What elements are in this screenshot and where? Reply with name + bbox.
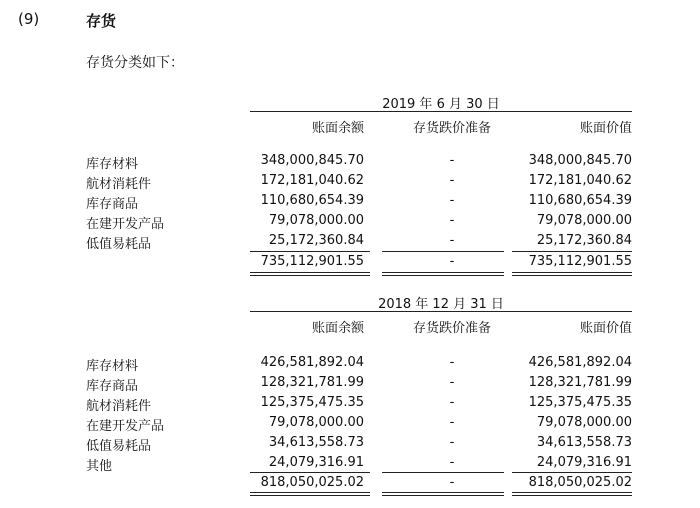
row-balance: 172,181,040.62 bbox=[260, 173, 364, 188]
row-balance: 348,000,845.70 bbox=[260, 153, 364, 168]
row-provision: - bbox=[449, 153, 455, 168]
row-label: 库存商品 bbox=[86, 197, 139, 212]
subtotal-rule bbox=[382, 472, 504, 473]
row-net: 348,000,845.70 bbox=[528, 153, 632, 168]
subtotal-rule bbox=[250, 251, 370, 252]
column-header-balance: 账面余额 bbox=[311, 121, 364, 136]
row-label: 库存商品 bbox=[86, 379, 139, 394]
row-provision: - bbox=[449, 355, 455, 370]
row-net: 79,078,000.00 bbox=[536, 213, 632, 228]
header-rule bbox=[250, 311, 632, 312]
row-balance: 79,078,000.00 bbox=[268, 415, 364, 430]
row-balance: 128,321,781.99 bbox=[260, 375, 364, 390]
period-title: 2019 年 6 月 30 日 bbox=[382, 97, 500, 112]
total-double-rule bbox=[512, 272, 632, 273]
row-label: 航材消耗件 bbox=[86, 177, 152, 192]
row-balance: 426,581,892.04 bbox=[260, 355, 364, 370]
row-balance: 24,079,316.91 bbox=[268, 455, 364, 470]
row-label: 其他 bbox=[86, 459, 113, 474]
row-balance: 79,078,000.00 bbox=[268, 213, 364, 228]
total-double-rule bbox=[382, 495, 504, 496]
row-label: 库存材料 bbox=[86, 157, 139, 172]
period-title: 2018 年 12 月 31 日 bbox=[378, 297, 504, 312]
row-provision: - bbox=[449, 435, 455, 450]
total-provision: - bbox=[449, 254, 455, 269]
row-net: 128,321,781.99 bbox=[528, 375, 632, 390]
row-label: 在建开发产品 bbox=[86, 419, 165, 434]
section-title: 存货 bbox=[86, 12, 117, 30]
row-net: 110,680,654.39 bbox=[528, 193, 632, 208]
section-number: (9) bbox=[18, 10, 40, 28]
row-balance: 25,172,360.84 bbox=[268, 233, 364, 248]
total-double-rule bbox=[512, 495, 632, 496]
subtotal-rule bbox=[250, 472, 370, 473]
header-rule bbox=[250, 111, 632, 112]
row-net: 172,181,040.62 bbox=[528, 173, 632, 188]
total-double-rule bbox=[250, 492, 370, 493]
row-balance: 110,680,654.39 bbox=[260, 193, 364, 208]
total-balance: 818,050,025.02 bbox=[260, 475, 364, 490]
row-provision: - bbox=[449, 213, 455, 228]
row-label: 低值易耗品 bbox=[86, 439, 152, 454]
row-provision: - bbox=[449, 455, 455, 470]
total-balance: 735,112,901.55 bbox=[260, 254, 364, 269]
row-label: 在建开发产品 bbox=[86, 217, 165, 232]
column-header-provision: 存货跌价准备 bbox=[412, 321, 491, 336]
row-label: 低值易耗品 bbox=[86, 237, 152, 252]
total-double-rule bbox=[382, 272, 504, 273]
row-net: 24,079,316.91 bbox=[536, 455, 632, 470]
subtotal-rule bbox=[512, 472, 632, 473]
row-net: 34,613,558.73 bbox=[536, 435, 632, 450]
subtotal-rule bbox=[382, 251, 504, 252]
total-net: 735,112,901.55 bbox=[528, 254, 632, 269]
column-header-balance: 账面余额 bbox=[311, 321, 364, 336]
row-balance: 34,613,558.73 bbox=[268, 435, 364, 450]
total-double-rule bbox=[382, 492, 504, 493]
total-double-rule bbox=[382, 275, 504, 276]
total-double-rule bbox=[512, 492, 632, 493]
column-header-provision: 存货跌价准备 bbox=[412, 121, 491, 136]
row-provision: - bbox=[449, 193, 455, 208]
total-double-rule bbox=[250, 275, 370, 276]
total-double-rule bbox=[250, 495, 370, 496]
row-provision: - bbox=[449, 395, 455, 410]
total-double-rule bbox=[250, 272, 370, 273]
row-net: 25,172,360.84 bbox=[536, 233, 632, 248]
total-provision: - bbox=[449, 475, 455, 490]
row-provision: - bbox=[449, 415, 455, 430]
column-header-net: 账面价值 bbox=[579, 321, 632, 336]
row-provision: - bbox=[449, 233, 455, 248]
row-provision: - bbox=[449, 173, 455, 188]
row-provision: - bbox=[449, 375, 455, 390]
row-net: 79,078,000.00 bbox=[536, 415, 632, 430]
row-label: 库存材料 bbox=[86, 359, 139, 374]
column-header-net: 账面价值 bbox=[579, 121, 632, 136]
total-double-rule bbox=[512, 275, 632, 276]
row-net: 125,375,475.35 bbox=[528, 395, 632, 410]
row-balance: 125,375,475.35 bbox=[260, 395, 364, 410]
row-net: 426,581,892.04 bbox=[528, 355, 632, 370]
row-label: 航材消耗件 bbox=[86, 399, 152, 414]
intro-text: 存货分类如下： bbox=[86, 55, 184, 71]
subtotal-rule bbox=[512, 251, 632, 252]
total-net: 818,050,025.02 bbox=[528, 475, 632, 490]
